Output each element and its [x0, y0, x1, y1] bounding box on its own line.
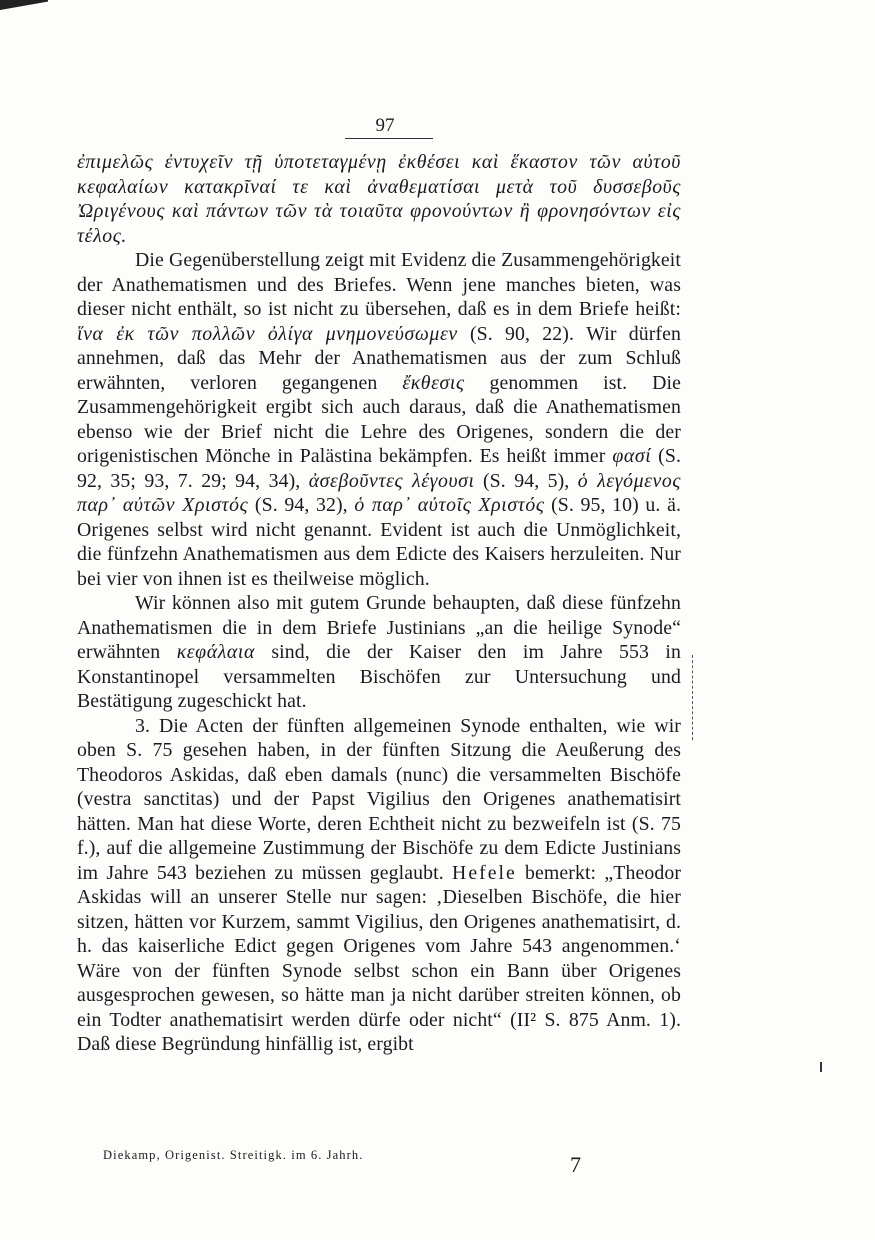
scan-corner-mark: [0, 0, 48, 16]
paragraph: [77, 150, 681, 248]
text-segment: (S. 90, 22). Wir dürfen annehmen, daß das Mehr der Anathematismen aus der zum Schluß erwähnten, verloren gegangenen: [77, 322, 681, 394]
text-segment: Die Gegenüberstellung zeigt mit Evidenz die Zusammengehörigkeit der Anathematismen und des Briefes. Wenn jene manches bieten, was dieser nicht enthält, so ist nicht zu übersehen, daß es in dem Briefe heißt:: [77, 249, 681, 320]
greek-quote: φασί: [612, 445, 652, 467]
text-segment: bemerkt: „Theodor Askidas will an unserer Stelle nur sagen: ‚Dieselben Bischöfe, die hier sitzen, hätten vor Kurzem, sammt Vigilius, den Origenes anathematisirt, d. h. das kaiserliche Edict gegen Origenes vom Jahre 543 angenommen.‘ Wäre von der fünften Synode selbst schon ein Bann über Origenes ausgesprochen gewesen, so hätte man ja nicht darüber streiten können, ob ein Todter anathematisirt werden dürfe oder nicht“ (II² S. 875 Anm. 1). Daß diese Begründung hinfällig ist, ergibt: [77, 861, 682, 1055]
footer-signature: Diekamp, Origenist. Streitigk. im 6. Jahrh.: [103, 1148, 364, 1162]
greek-quote: κεφάλαια: [176, 641, 255, 663]
paragraph: [77, 714, 681, 1057]
text-segment: Wir können also mit gutem Grunde behaupten, daß diese fünfzehn Anathematismen die in dem Briefe Justinians „an die heilige Synode“ erwähnten: [77, 592, 681, 663]
text-segment: genommen ist. Die Zusammengehörigkeit ergibt sich auch daraus, daß die Anathematismen ebenso wie der Brief nicht die Lehre des Origenes, sondern die der origenistischen Mönche in Palästina bekämpfen. Es heißt immer: [77, 371, 681, 467]
body-text: [77, 150, 681, 1057]
greek-quote: ἀσεβοῦντες λέγουσι: [308, 469, 475, 492]
margin-mark: [692, 655, 694, 740]
paragraph: [77, 248, 681, 591]
text-segment: (S. 94, 5),: [474, 469, 578, 492]
greek-quote: ὁ λεγόμενος παρ᾽ αὐτῶν Χριστός: [77, 469, 681, 516]
footer-sheet-number: 7: [570, 1152, 581, 1177]
spaced-name: Hefele: [452, 861, 517, 884]
text-segment: sind, die der Kaiser den im Jahre 553 in Konstantinopel versammelten Bischöfen zur Untersuchung und Bestätigung zugeschickt hat.: [77, 641, 681, 712]
greek-quote: ἔκθεσις: [402, 371, 465, 394]
text-segment: 3. Die Acten der fünften allgemeinen Synode enthalten, wie wir oben S. 75 gesehen haben, in der fünften Sitzung die Aeußerung des Theodoros Askidas, daß eben damals (nunc) die versammelten Bischöfe (vestra sanctitas) und der Papst Vigilius den Origenes anathematisirt hätten. Man hat diese Worte, deren Echtheit nicht zu bezweifeln ist (S. 75 f.), auf die allgemeine Zustimmung der Bischöfe zu dem Edicte Justinians im Jahre 543 beziehen zu müssen geglaubt.: [77, 714, 681, 884]
greek-quote: ἵνα ἐκ τῶν πολλῶν ὀλίγα μνημονεύσωμεν: [77, 322, 458, 345]
page-number-rule: [345, 138, 433, 139]
text-segment: (S. 95, 10) u. ä. Origenes selbst wird nicht genannt. Evident ist auch die Unmöglichkeit, die fünfzehn Anathematismen aus dem Edicte des Kaisers herzuleiten. Nur bei vier von ihnen ist es theilweise möglich.: [77, 494, 682, 590]
paragraph: [77, 591, 681, 714]
stray-ink-mark: [820, 1062, 822, 1072]
greek-quote: ἐπιμελῶς ἐντυχεῖν τῇ ὑποτεταγμένῃ ἐκθέσει καὶ ἕκαστον τῶν αὐτοῦ κεφαλαίων κατακρῖναί τε καὶ ἀναθεματίσαι μετὰ τοῦ δυσσεβοῦς Ὠριγένους καὶ πάντων τῶν τὰ τοιαῦτα φρονούντων ἢ φρονησόντων εἰς τέλος.: [77, 151, 681, 247]
text-segment: (S. 92, 35; 93, 7. 29; 94, 34),: [77, 445, 681, 492]
page-number: 97: [375, 115, 395, 136]
greek-quote: ὁ παρ᾽ αὐτοῖς Χριστός: [354, 494, 545, 516]
text-segment: (S. 94, 32),: [248, 494, 355, 516]
